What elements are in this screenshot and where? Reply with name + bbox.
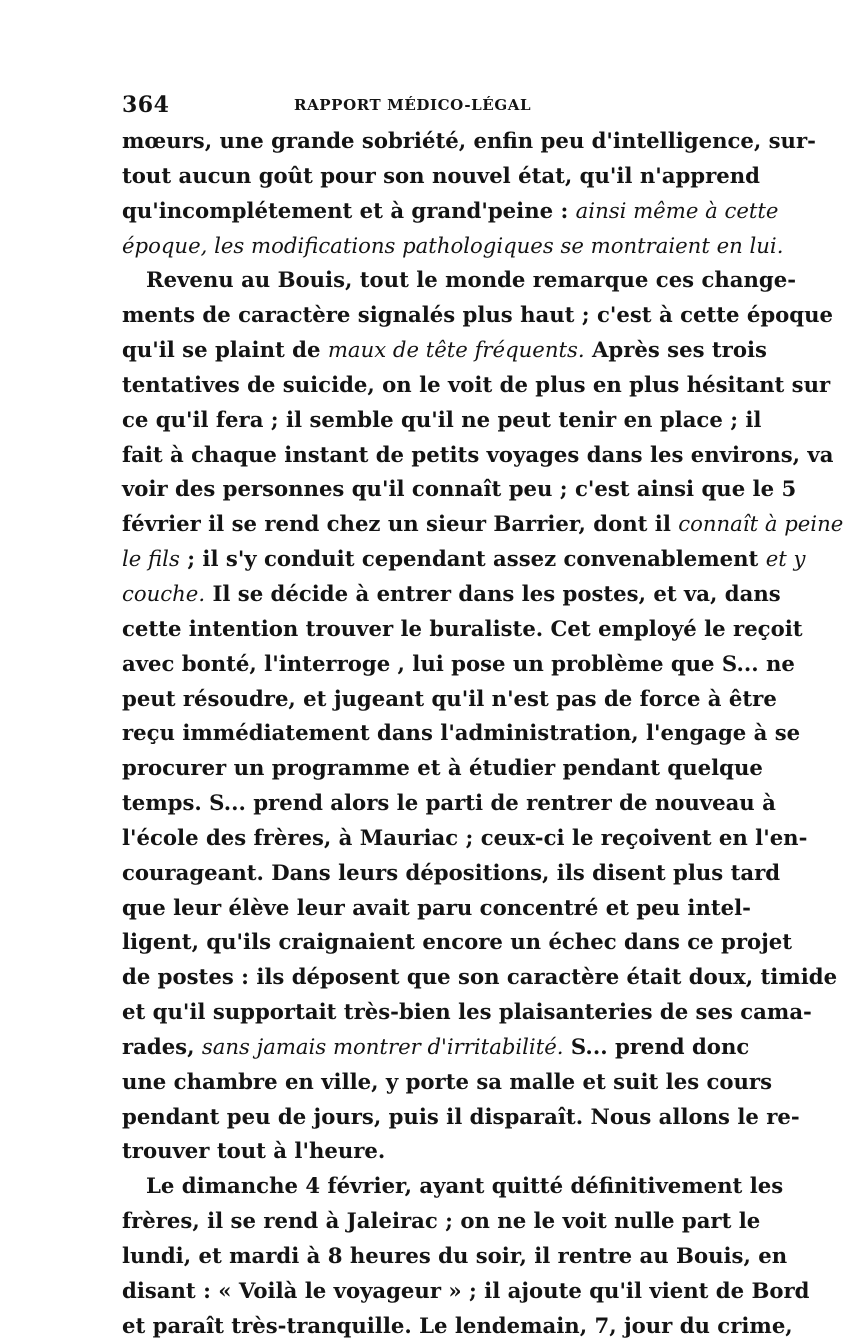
italic-run: époque, les modifications pathologiques se montraient en lui.: [122, 232, 784, 258]
text-line: lundi, et mardi à 8 heures du soir, il rentre au Bouis, en: [122, 1243, 788, 1268]
text-line: [122, 229, 784, 264]
text-line: ce qu'il fera ; il semble qu'il ne peut tenir en place ; il: [122, 406, 762, 432]
text-line: reçu immédiatement dans l'administration, l'engage à se: [122, 720, 801, 746]
text-line: cette intention trouver le buraliste. Cet employé le reçoit: [122, 615, 803, 641]
text-line: courageant. Dans leurs dépositions, ils disent plus tard: [122, 859, 781, 885]
text-run: qu'il se plaint de: [122, 337, 328, 363]
italic-run: le fils: [122, 546, 180, 572]
text-line: l'école des frères, à Mauriac ; ceux-ci le reçoivent en l'en-: [122, 824, 808, 850]
italic-run: connaît à peine: [678, 511, 843, 537]
italic-run: et y: [765, 546, 806, 572]
text-line: ligent, qu'ils craignaient encore un échec dans ce projet: [122, 929, 793, 955]
text-line: frères, il se rend à Jaleirac ; on ne le voit nulle part le: [122, 1208, 761, 1234]
italic-run: couche.: [122, 580, 206, 606]
italic-run: maux de tête fréquents.: [327, 337, 585, 363]
text-line: pendant peu de jours, puis il disparaît. Nous allons le re-: [122, 1103, 800, 1129]
text-run: rades,: [122, 1033, 202, 1059]
page-number: 364: [122, 92, 170, 118]
text-run: Il se décide à entrer dans les postes, et va, dans: [205, 580, 781, 606]
text-line: [122, 194, 779, 229]
text-line: [122, 333, 767, 368]
running-head: RAPPORT MÉDICO-LÉGAL: [294, 96, 532, 114]
page-header: [122, 92, 682, 120]
text-line: peut résoudre, et jugeant qu'il n'est pas de force à être: [122, 685, 777, 711]
text-run: S... prend donc: [563, 1033, 750, 1059]
text-line: tout aucun goût pour son nouvel état, qu'il n'apprend: [122, 162, 760, 188]
text-line: une chambre en ville, y porte sa malle et suit les cours: [122, 1068, 773, 1094]
text-line: et qu'il supportait très-bien les plaisanteries de ses cama-: [122, 999, 812, 1025]
text-line: Le dimanche 4 février, ayant quitté définitivement les: [146, 1173, 784, 1199]
italic-run: ainsi même à cette: [575, 197, 779, 223]
text-line: mœurs, une grande sobriété, enfin peu d'intelligence, sur-: [122, 128, 816, 153]
text-line: ments de caractère signalés plus haut ; c'est à cette époque: [122, 302, 834, 328]
text-line: Revenu au Bouis, tout le monde remarque ces change-: [146, 267, 797, 293]
text-line: procurer un programme et à étudier pendant quelque: [122, 755, 763, 781]
text-line: [122, 542, 806, 577]
text-line: temps. S... prend alors le parti de rentrer de nouveau à: [122, 790, 776, 816]
text-run: février il se rend chez un sieur Barrier, dont il: [122, 511, 679, 537]
text-line: disant : « Voilà le voyageur » ; il ajoute qu'il vient de Bord: [122, 1277, 810, 1303]
text-line: de postes : ils déposent que son caractère était doux, timide: [122, 964, 838, 990]
text-line: et paraît très-tranquille. Le lendemain, 7, jour du crime,: [122, 1312, 793, 1338]
text-run: Après ses trois: [584, 337, 767, 363]
text-line: fait à chaque instant de petits voyages dans les environs, va: [122, 441, 834, 467]
text-line: [122, 507, 843, 542]
text-line: voir des personnes qu'il connaît peu ; c'est ainsi que le 5: [122, 476, 797, 502]
text-line: [122, 577, 781, 612]
italic-run: sans jamais montrer d'irritabilité.: [201, 1033, 564, 1059]
text-line: trouver tout à l'heure.: [122, 1138, 386, 1164]
text-line: avec bonté, l'interroge , lui pose un problème que S... ne: [122, 650, 795, 676]
text-run: qu'incomplétement et à grand'peine :: [122, 197, 576, 223]
text-run: ; il s'y conduit cependant assez convenablement: [179, 546, 766, 572]
text-line: que leur élève leur avait paru concentré et peu intel-: [122, 894, 751, 920]
text-line: [122, 1030, 750, 1065]
body-text: [122, 124, 843, 1344]
text-line: tentatives de suicide, on le voit de plus en plus hésitant sur: [122, 371, 831, 397]
